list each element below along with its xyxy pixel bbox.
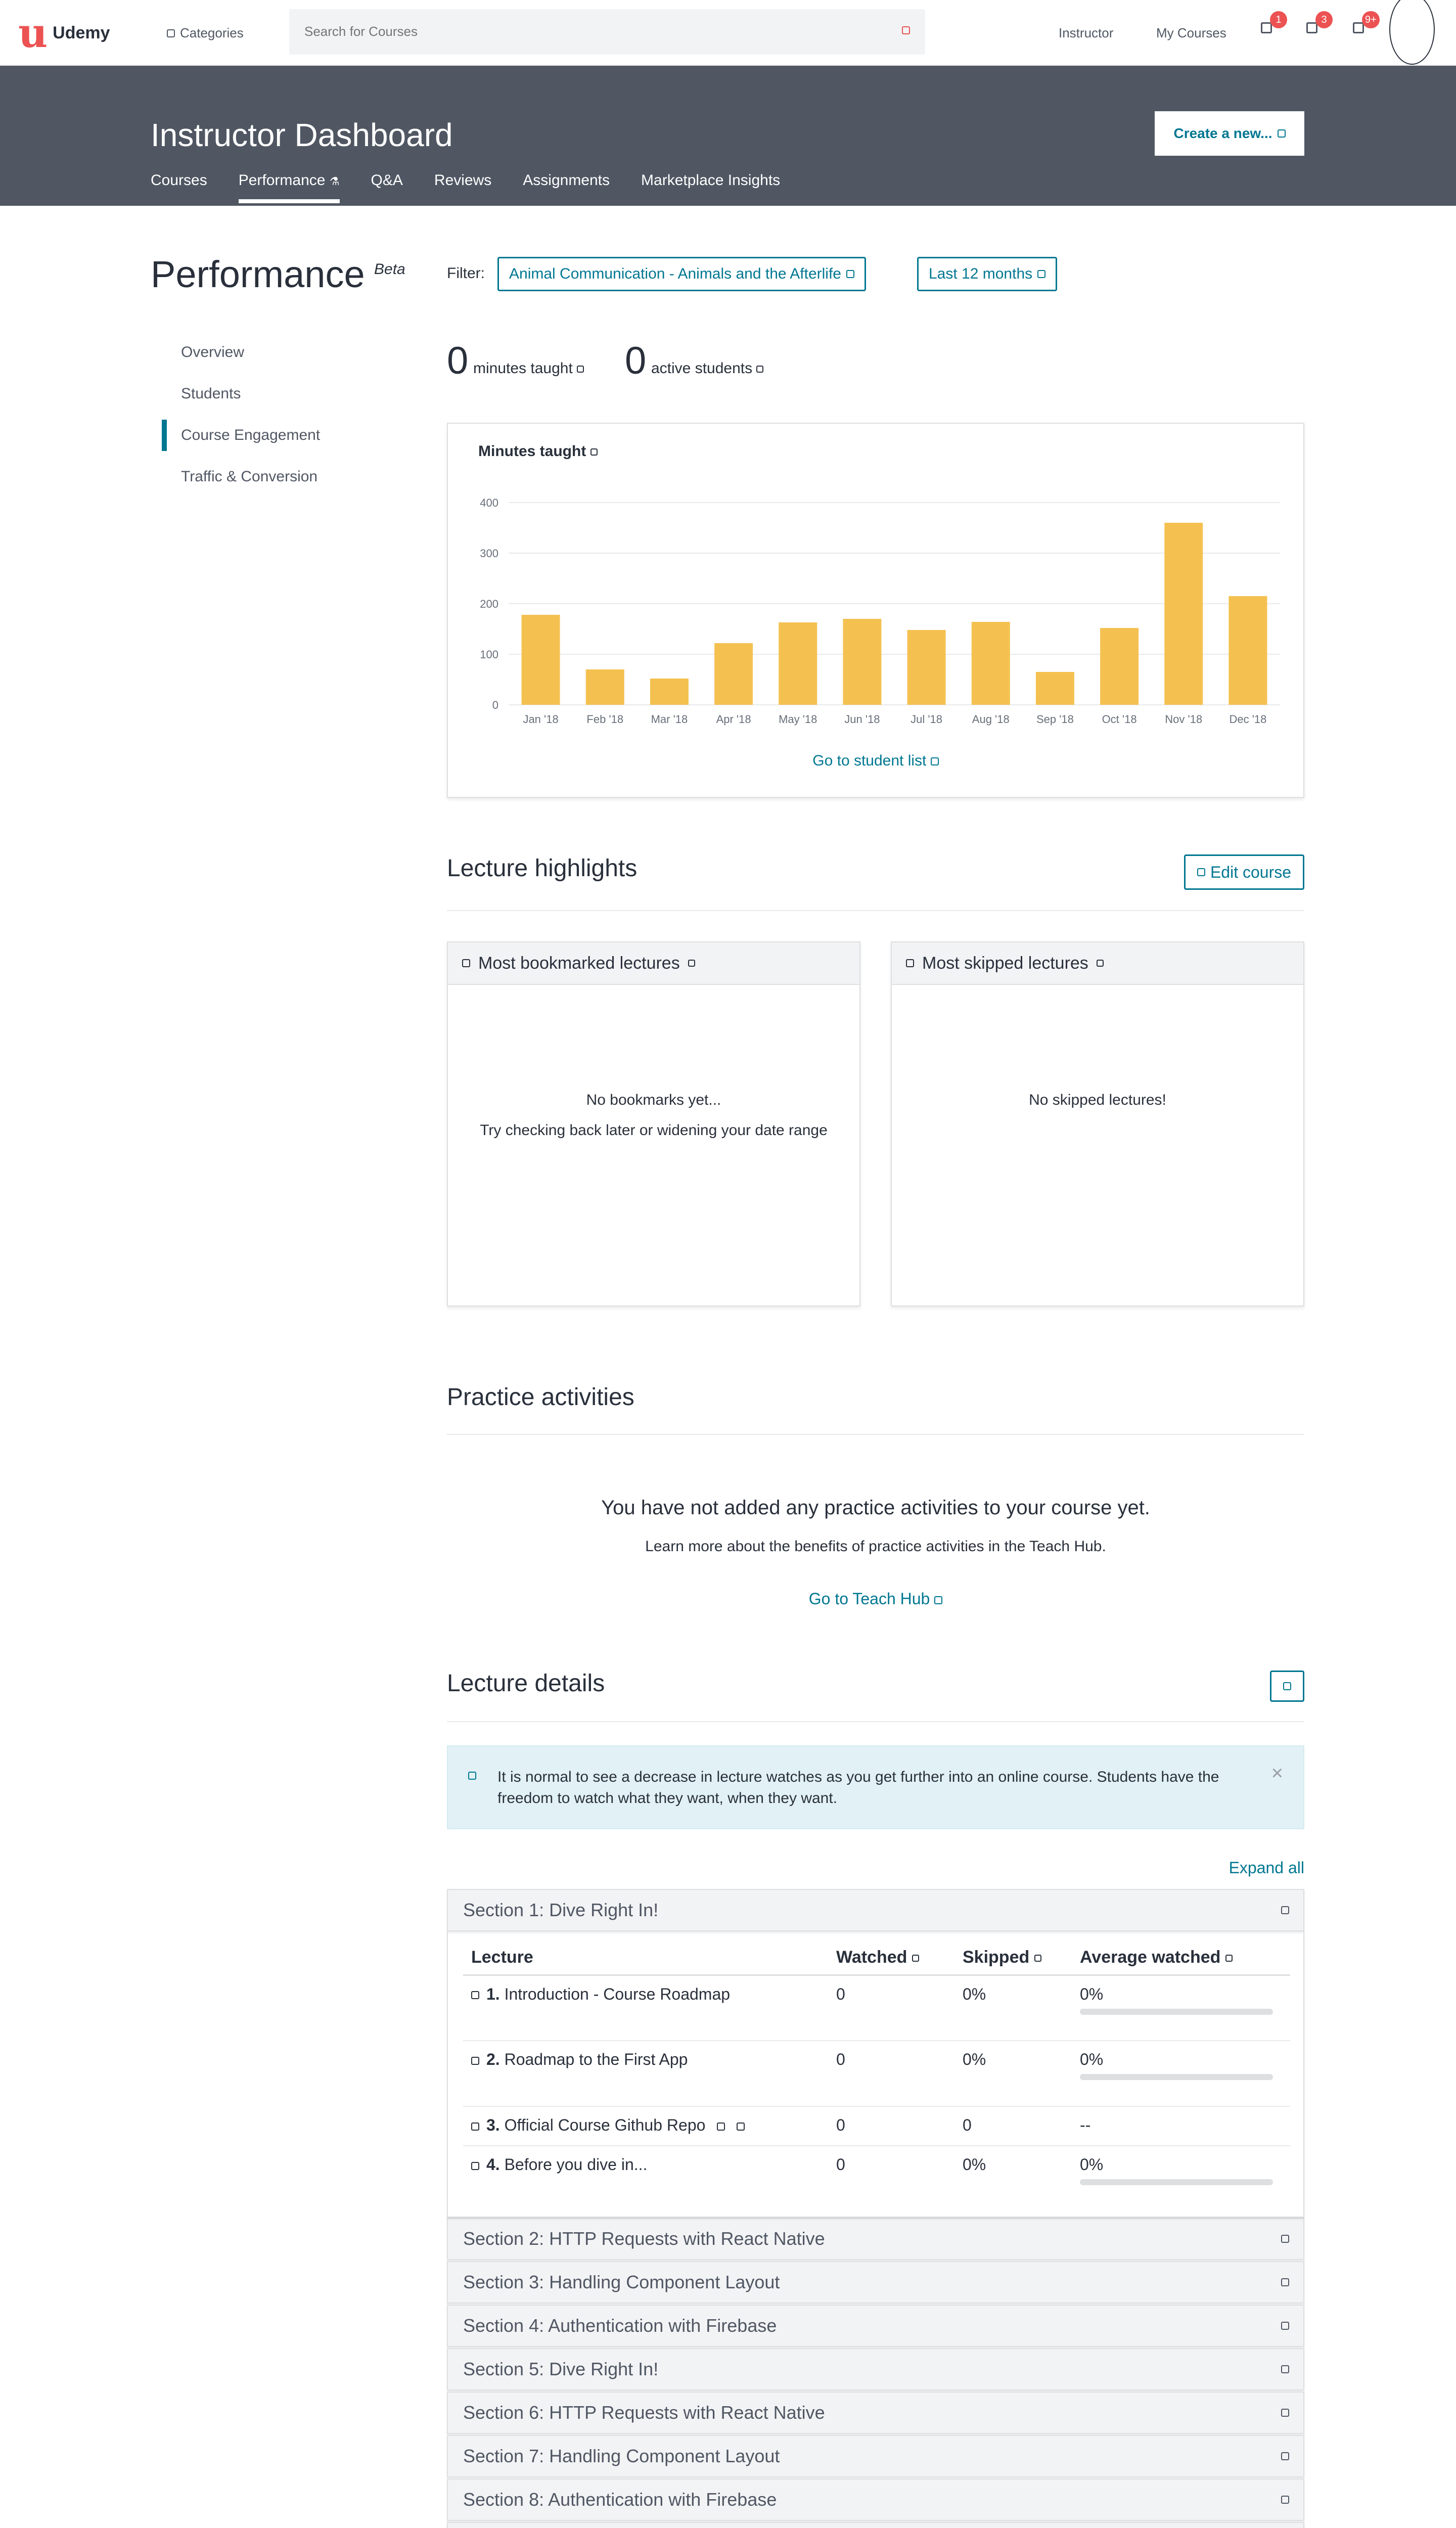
column-header-skipped [963, 1940, 1080, 1975]
column-header-watched [836, 1940, 963, 1975]
lecture-cell [463, 2041, 836, 2106]
grid-icon [167, 29, 175, 37]
skip-icon [906, 959, 914, 967]
tab-performance-label: Performance [238, 172, 326, 189]
section-header[interactable] [447, 2261, 1304, 2304]
course-filter-dropdown[interactable] [497, 257, 866, 291]
watched-cell: 0 [836, 2155, 845, 2174]
table-row [463, 2146, 1290, 2206]
sidebar-item-traffic-conversion[interactable]: Traffic & Conversion [181, 468, 318, 485]
bar[interactable] [1036, 672, 1074, 705]
info-icon[interactable] [1225, 1955, 1233, 1962]
section-title: Section 4: Authentication with Firebase [463, 2315, 777, 2336]
categories-label: Categories [180, 25, 244, 40]
tab-courses[interactable]: Courses [151, 172, 207, 189]
chevron-down-icon [1037, 270, 1045, 278]
sidebar-item-course-engagement[interactable]: Course Engagement [181, 427, 321, 443]
average-watched-cell [1080, 2106, 1290, 2146]
wishlist-button[interactable] [1261, 14, 1282, 33]
instructor-link[interactable]: Instructor [1059, 25, 1114, 40]
column-header-average-watched [1080, 1940, 1290, 1975]
section-title: Section 6: HTTP Requests with React Native [463, 2402, 825, 2423]
lecture-number: 2. [486, 2050, 500, 2068]
y-tick-label: 200 [480, 598, 498, 610]
no-bookmarks-text: No bookmarks yet... [586, 1092, 721, 1108]
udemy-logo[interactable] [18, 9, 110, 57]
chart-title-text: Minutes taught [478, 443, 586, 460]
section-title: Section 3: Handling Component Layout [463, 2272, 780, 2292]
no-skipped-text: No skipped lectures! [1029, 1092, 1166, 1108]
close-icon[interactable]: × [1271, 1762, 1283, 1784]
bar[interactable] [1100, 628, 1139, 705]
date-range-value: Last 12 months [929, 265, 1033, 282]
lecture-highlights-title: Lecture highlights [447, 855, 638, 882]
column-header-lecture: Lecture [463, 1940, 836, 1975]
most-bookmarked-header [448, 942, 859, 985]
date-range-dropdown[interactable] [917, 257, 1057, 291]
skipped-header-text: Skipped [963, 1947, 1030, 1967]
heart-icon [1261, 22, 1272, 33]
lecture-title: Before you dive in... [504, 2155, 648, 2174]
bar[interactable] [972, 622, 1010, 705]
practice-activities-title: Practice activities [447, 1384, 634, 1411]
dashboard-tabs [151, 172, 811, 203]
search-bar [289, 9, 925, 55]
progress-bar [1080, 2009, 1273, 2015]
external-link-icon [934, 1596, 942, 1604]
bar[interactable] [843, 619, 881, 705]
progress-bar [1080, 2074, 1273, 2080]
section-header[interactable] [447, 2218, 1304, 2260]
section-header[interactable] [447, 2522, 1304, 2528]
lecture-details-options-button[interactable] [1270, 1671, 1304, 1702]
average-watched-cell [1080, 2146, 1290, 2206]
chevron-down-icon [1281, 2278, 1289, 2286]
section-title: Section 7: Handling Component Layout [463, 2446, 780, 2466]
arrow-right-icon [931, 757, 939, 765]
notifications-button[interactable] [1353, 14, 1377, 33]
practice-empty-message: You have not added any practice activities to your course yet. [601, 1497, 1150, 1519]
most-skipped-card [891, 941, 1304, 1306]
student-list-text: Go to student list [812, 752, 927, 769]
chevron-down-icon [1281, 2496, 1289, 2504]
tab-marketplace-insights[interactable]: Marketplace Insights [641, 172, 781, 189]
x-tick-label: Nov '18 [1165, 713, 1203, 726]
x-tick-label: Apr '18 [716, 713, 751, 726]
chevron-down-icon [1281, 2235, 1289, 2243]
edit-course-button[interactable] [1184, 854, 1304, 890]
page-title: Instructor Dashboard [151, 117, 453, 153]
sections-accordion [447, 1889, 1304, 2528]
minutes-taught-value: 0 [447, 339, 469, 382]
info-icon[interactable] [1097, 960, 1104, 967]
info-icon[interactable] [1034, 1955, 1041, 1962]
sidebar-item-students[interactable]: Students [181, 385, 241, 402]
tab-assignments[interactable]: Assignments [523, 172, 610, 189]
section-title: Section 2: HTTP Requests with React Native [463, 2228, 825, 2249]
practice-teach-hub-hint: Learn more about the benefits of practice activities in the Teach Hub. [645, 1538, 1106, 1555]
average-watched-value: 0% [1080, 1984, 1104, 2003]
notifications-badge: 9+ [1362, 11, 1380, 28]
video-icon [471, 2123, 479, 2131]
minutes-taught-text: minutes taught [473, 360, 573, 377]
section-title: Section 8: Authentication with Firebase [463, 2489, 777, 2510]
section-header[interactable] [447, 2348, 1304, 2390]
watched-header-text: Watched [836, 1947, 907, 1967]
info-icon[interactable] [590, 448, 598, 456]
watched-cell: 0 [836, 2106, 963, 2146]
chevron-up-icon [1281, 1906, 1289, 1914]
expand-all-link[interactable]: Expand all [1228, 1859, 1304, 1877]
bar[interactable] [1164, 523, 1203, 705]
progress-bar [1080, 2179, 1273, 2185]
instructor-dashboard-header [0, 66, 1456, 206]
most-bookmarked-title: Most bookmarked lectures [478, 953, 680, 973]
lecture-cell [463, 1975, 836, 2041]
average-watched-value: 0% [1080, 2155, 1104, 2174]
section-header[interactable] [447, 2435, 1304, 2477]
section-header[interactable] [447, 1889, 1304, 1931]
wishlist-badge: 1 [1270, 11, 1287, 28]
average-watched-value: 0% [1080, 2050, 1104, 2068]
section-header[interactable] [447, 2478, 1304, 2521]
top-navigation-bar [0, 0, 1456, 66]
x-tick-label: Sep '18 [1036, 713, 1074, 726]
bar[interactable] [522, 615, 560, 705]
lecture-number: 1. [486, 1984, 500, 2003]
tab-qa[interactable]: Q&A [371, 172, 403, 189]
bar[interactable] [650, 679, 689, 705]
info-icon[interactable] [912, 1955, 919, 1962]
table-row [463, 1975, 1290, 2041]
beta-label: Beta [374, 261, 405, 278]
x-tick-label: Feb '18 [586, 713, 624, 726]
bell-icon [1353, 22, 1364, 33]
lecture-number: 3. [486, 2116, 500, 2134]
section-header[interactable] [447, 2305, 1304, 2347]
skipped-cell: 0 [963, 2106, 1080, 2146]
active-students-text: active students [651, 360, 753, 377]
chevron-down-icon [1281, 2365, 1289, 2373]
bookmark-icon [462, 959, 470, 967]
info-icon[interactable] [688, 960, 695, 967]
x-tick-label: Jun '18 [844, 713, 880, 726]
divider [447, 910, 1304, 911]
section-title: Section 5: Dive Right In! [463, 2359, 659, 2379]
my-courses-link[interactable]: My Courses [1156, 25, 1226, 40]
bar[interactable] [714, 643, 753, 705]
bar[interactable] [907, 630, 946, 705]
file-icon [717, 2123, 725, 2131]
teach-hub-text: Go to Teach Hub [808, 1590, 930, 1608]
pencil-icon [1197, 868, 1205, 876]
y-tick-label: 100 [480, 648, 498, 661]
active-students-value: 0 [625, 339, 647, 382]
divider [447, 1434, 1304, 1435]
y-tick-label: 400 [480, 496, 498, 509]
lecture-title: Official Course Github Repo [504, 2116, 706, 2134]
info-icon [468, 1772, 476, 1780]
alert-text: It is normal to see a decrease in lecture watches as you get further into an online course. Students have the freedom to watch what they want, when they want. [497, 1769, 1219, 1807]
link-icon [737, 2123, 745, 2131]
average-header-text: Average watched [1080, 1947, 1221, 1967]
lecture-details-title: Lecture details [447, 1670, 605, 1697]
watched-cell: 0 [836, 2041, 963, 2106]
average-watched-value: -- [1080, 2116, 1091, 2134]
x-tick-label: Dec '18 [1229, 713, 1267, 726]
tab-performance[interactable] [239, 172, 340, 203]
skipped-cell: 0% [963, 1975, 1080, 2041]
categories-menu[interactable] [167, 25, 244, 41]
section-header[interactable] [447, 2391, 1304, 2434]
no-bookmarks-hint: Try checking back later or widening your date range [480, 1122, 828, 1139]
create-new-button[interactable] [1155, 111, 1304, 156]
video-icon [471, 2057, 479, 2065]
table-row [463, 2041, 1290, 2106]
minutes-taught-chart-card [447, 423, 1304, 798]
x-tick-label: Oct '18 [1102, 713, 1137, 726]
bar[interactable] [586, 669, 624, 705]
chevron-down-icon [1281, 2322, 1289, 2330]
divider [447, 1721, 1304, 1722]
skipped-cell: 0% [963, 2041, 1080, 2106]
search-icon[interactable] [902, 26, 910, 34]
x-tick-label: Jan '18 [523, 713, 559, 726]
section-title: Section 1: Dive Right In! [463, 1900, 659, 1920]
sidebar-item-overview[interactable]: Overview [181, 344, 245, 360]
settings-icon [1283, 1682, 1291, 1690]
edit-course-label: Edit course [1210, 863, 1292, 881]
video-icon [471, 1991, 479, 1999]
most-skipped-header [892, 942, 1303, 985]
create-new-label: Create a new... [1173, 125, 1272, 141]
info-icon[interactable] [577, 366, 584, 373]
active-students-label [651, 360, 763, 377]
lecture-table [463, 1940, 1290, 2206]
lecture-title: Roadmap to the First App [504, 2050, 688, 2068]
chart-title [478, 443, 598, 460]
lecture-cell [463, 2146, 836, 2206]
user-avatar[interactable] [1389, 0, 1435, 65]
x-tick-label: Mar '18 [651, 713, 688, 726]
bar[interactable] [1228, 596, 1267, 705]
go-to-student-list-link[interactable] [448, 752, 1303, 770]
chevron-down-icon [1281, 2409, 1289, 2417]
performance-title: Performance [151, 253, 365, 295]
video-icon [471, 2162, 479, 2170]
udemy-logo-mark-icon: u [18, 9, 48, 57]
average-watched-cell [1080, 1975, 1290, 2041]
watched-cell: 0 [836, 1975, 963, 2041]
udemy-logo-text: Udemy [53, 23, 110, 42]
filter-label: Filter: [447, 265, 485, 282]
cart-button[interactable] [1306, 14, 1327, 33]
section-body [447, 1931, 1304, 2218]
chevron-down-icon [1281, 2452, 1289, 2460]
info-alert [447, 1745, 1304, 1829]
cart-badge: 3 [1315, 11, 1333, 28]
table-row [463, 2106, 1290, 2146]
x-tick-label: Aug '18 [972, 713, 1010, 726]
skipped-cell: 0% [963, 2155, 986, 2174]
lecture-number: 4. [486, 2155, 500, 2174]
minutes-taught-chart [448, 424, 1305, 799]
most-skipped-title: Most skipped lectures [922, 953, 1088, 973]
course-filter-value: Animal Communication - Animals and the Afterlife [509, 265, 841, 282]
y-tick-label: 0 [492, 699, 498, 711]
minutes-taught-label [473, 360, 584, 377]
beaker-icon: ⚗ [329, 175, 340, 188]
cart-icon [1306, 22, 1317, 33]
tab-reviews[interactable]: Reviews [434, 172, 492, 189]
lecture-title: Introduction - Course Roadmap [504, 1984, 731, 2003]
y-tick-label: 300 [480, 547, 498, 560]
lecture-cell [463, 2106, 836, 2146]
sidebar-active-indicator [162, 420, 167, 451]
go-to-teach-hub-link[interactable] [447, 1590, 1304, 1608]
bar[interactable] [779, 622, 817, 705]
chevron-down-icon [1278, 129, 1286, 138]
search-input[interactable] [304, 21, 860, 41]
most-bookmarked-card [447, 941, 860, 1306]
info-icon[interactable] [756, 366, 763, 373]
chevron-down-icon [846, 270, 854, 278]
average-watched-cell [1080, 2041, 1290, 2106]
x-tick-label: May '18 [779, 713, 817, 726]
x-tick-label: Jul '18 [911, 713, 943, 726]
